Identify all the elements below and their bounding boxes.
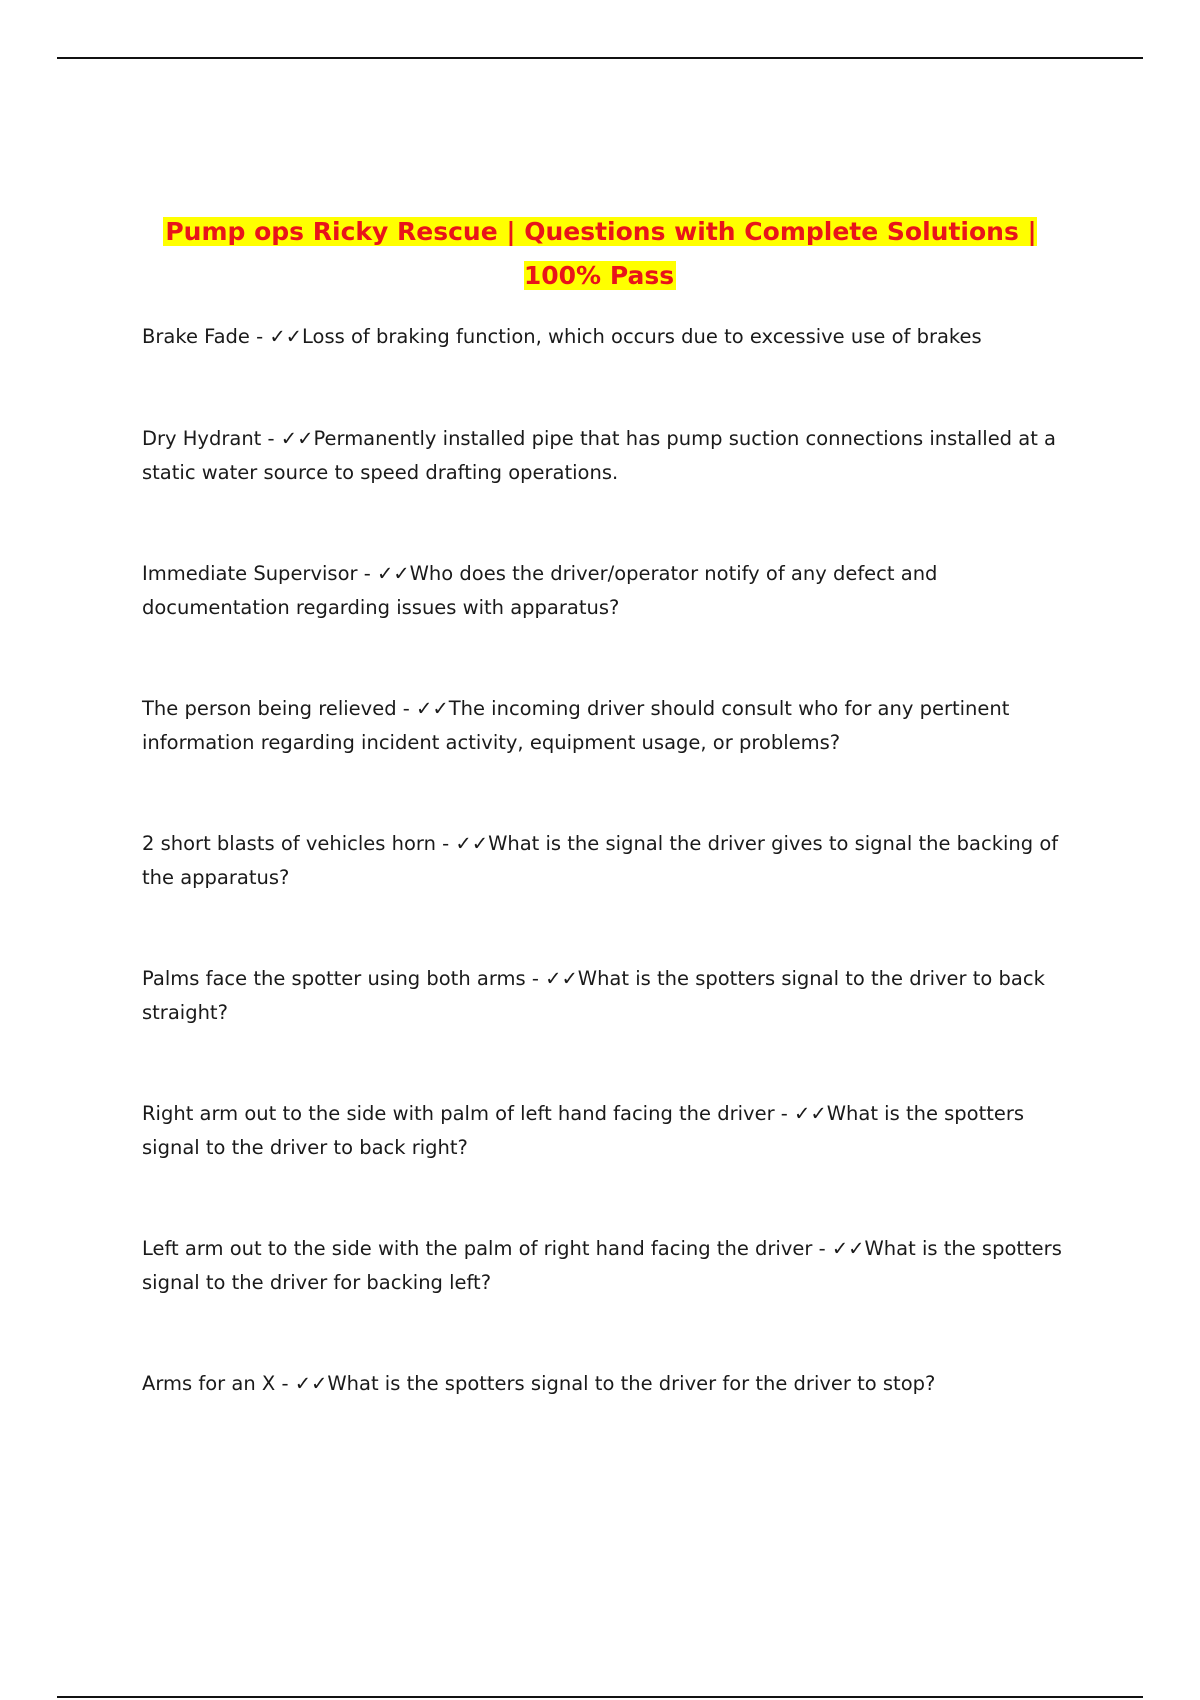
qa-item [142,692,1062,760]
qa-separator: - [275,1372,295,1395]
qa-separator: - [396,697,417,720]
document-title [140,210,1060,298]
qa-definition: What is the spotters signal to the driver to back right? [142,1102,1025,1159]
header-rule [57,57,1143,59]
double-check-icon: ✓✓ [280,427,314,450]
double-check-icon: ✓✓ [416,697,449,720]
qa-definition: Permanently installed pipe that has pump suction connections installed at a static water source to speed drafting operations. [142,427,1057,484]
double-check-icon: ✓✓ [794,1102,827,1125]
qa-term: Left arm out to the side with the palm of right hand facing the driver [142,1237,813,1260]
qa-definition: What is the spotters signal to the driver to back straight? [142,967,1045,1024]
qa-item [142,557,1062,625]
qa-separator: - [261,427,281,450]
qa-definition: What is the signal the driver gives to signal the backing of the apparatus? [142,832,1059,889]
qa-separator: - [435,832,456,855]
qa-item [142,827,1062,895]
qa-item [142,1367,1062,1401]
qa-term: Immediate Supervisor [142,562,358,585]
document-title-text: Pump ops Ricky Rescue | Questions with Complete Solutions | 100% Pass [165,217,1037,290]
qa-definition: Loss of braking function, which occurs due to excessive use of brakes [302,325,982,348]
qa-term: Arms for an X [142,1372,276,1395]
qa-separator: - [249,325,270,348]
qa-item [142,1097,1062,1165]
qa-definition: What is the spotters signal to the driver for backing left? [142,1237,1062,1294]
qa-item [142,1232,1062,1300]
qa-definition: The incoming driver should consult who for any pertinent information regarding incident activity, equipment usage, or problems? [142,697,1010,754]
qa-definition: Who does the driver/operator notify of any defect and documentation regarding issues with apparatus? [142,562,938,619]
double-check-icon: ✓✓ [376,562,410,585]
qa-term: Palms face the spotter using both arms [142,967,526,990]
qa-term: Brake Fade [142,325,250,348]
double-check-icon: ✓✓ [294,1372,328,1395]
qa-separator: - [774,1102,795,1125]
double-check-icon: ✓✓ [831,1237,865,1260]
qa-term: The person being relieved [142,697,397,720]
qa-separator: - [525,967,546,990]
qa-term: 2 short blasts of vehicles horn [142,832,436,855]
qa-term: Dry Hydrant [142,427,262,450]
double-check-icon: ✓✓ [269,325,303,348]
qa-item [142,422,1062,490]
qa-definition: What is the spotters signal to the driver for the driver to stop? [327,1372,936,1395]
qa-term: Right arm out to the side with palm of left hand facing the driver [142,1102,775,1125]
qa-separator: - [357,562,377,585]
qa-separator: - [812,1237,832,1260]
double-check-icon: ✓✓ [545,967,578,990]
double-check-icon: ✓✓ [455,832,489,855]
qa-item [142,320,1062,354]
footer-rule [57,1696,1143,1698]
qa-item [142,962,1062,1030]
